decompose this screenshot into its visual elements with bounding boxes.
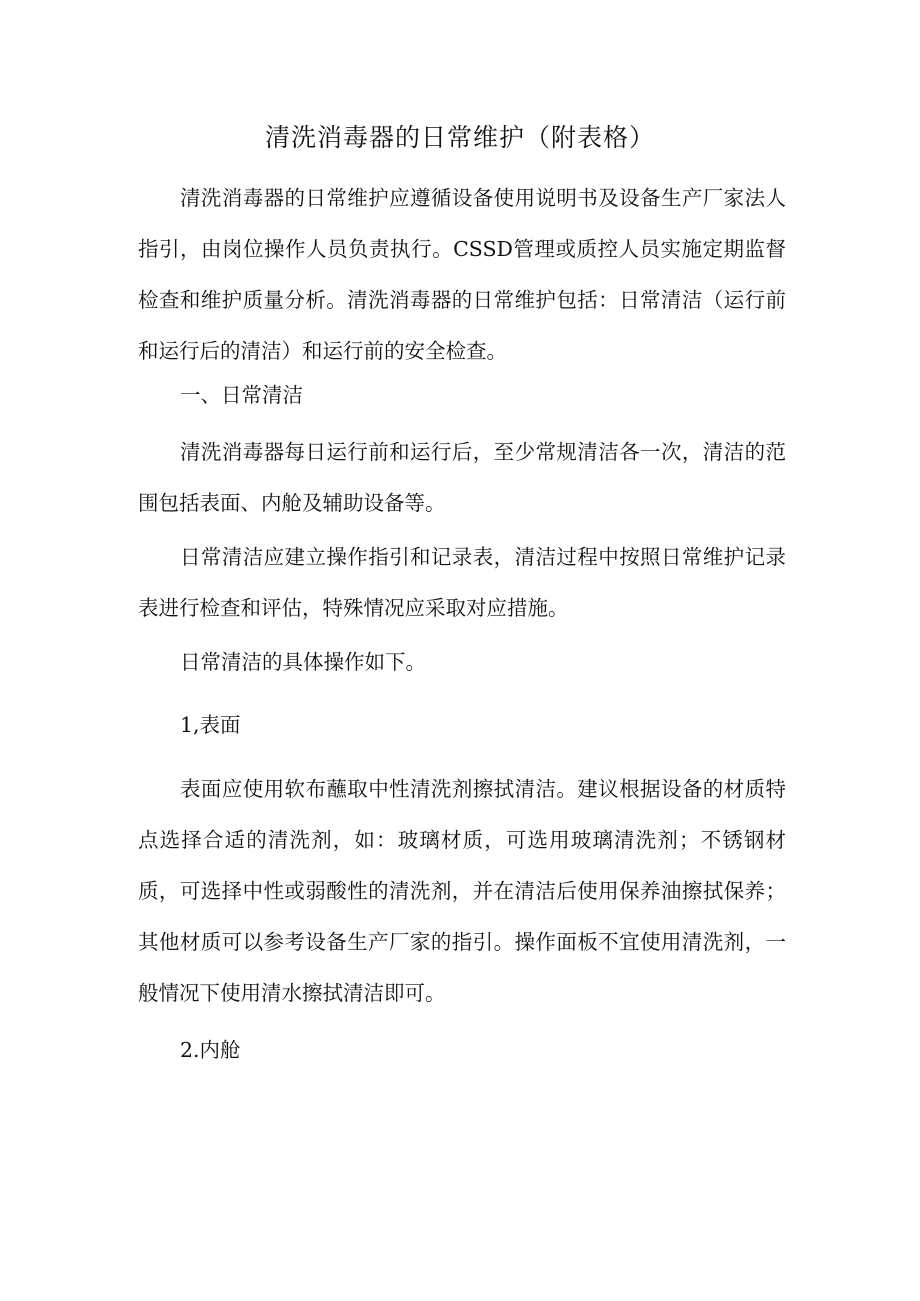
section-heading-daily-cleaning: 一、日常清洁 xyxy=(180,383,303,407)
surface-cleaning-paragraph: 表面应使用软布蘸取中性清洗剂擦拭清洁。建议根据设备的材质特点选择合适的清洗剂，如：玻璃材质，可选用玻璃清洗剂；不锈钢材质，可选择中性或弱酸性的清洗剂，并在清洁后使用保养油擦拭保养；其他材质可以参考设备生产厂家的指引。操作面板不宜使用清洗剂，一般情况下使用清水擦拭清洁即可。 xyxy=(138,777,786,1005)
subheading-surface: 1,表面 xyxy=(180,713,241,737)
document-title: 清洗消毒器的日常维护（附表格） xyxy=(264,123,655,152)
intro-paragraph: 清洗消毒器的日常维护应遵循设备使用说明书及设备生产厂家法人指引，由岗位操作人员负责执行。CSSD管理或质控人员实施定期监督检查和维护质量分析。清洗消毒器的日常维护包括：日常清洁（运行前和运行后的清洁）和运行前的安全检查。 xyxy=(138,186,786,363)
cleaning-procedure-paragraph: 日常清洁应建立操作指引和记录表，清洁过程中按照日常维护记录表进行检查和评估，特殊情况应采取对应措施。 xyxy=(138,545,786,620)
cleaning-operations-intro: 日常清洁的具体操作如下。 xyxy=(180,650,426,674)
cleaning-frequency-paragraph: 清洗消毒器每日运行前和运行后，至少常规清洁各一次，清洁的范围包括表面、内舱及辅助设备等。 xyxy=(138,440,786,515)
subheading-inner-chamber: 2.内舱 xyxy=(180,1038,241,1062)
